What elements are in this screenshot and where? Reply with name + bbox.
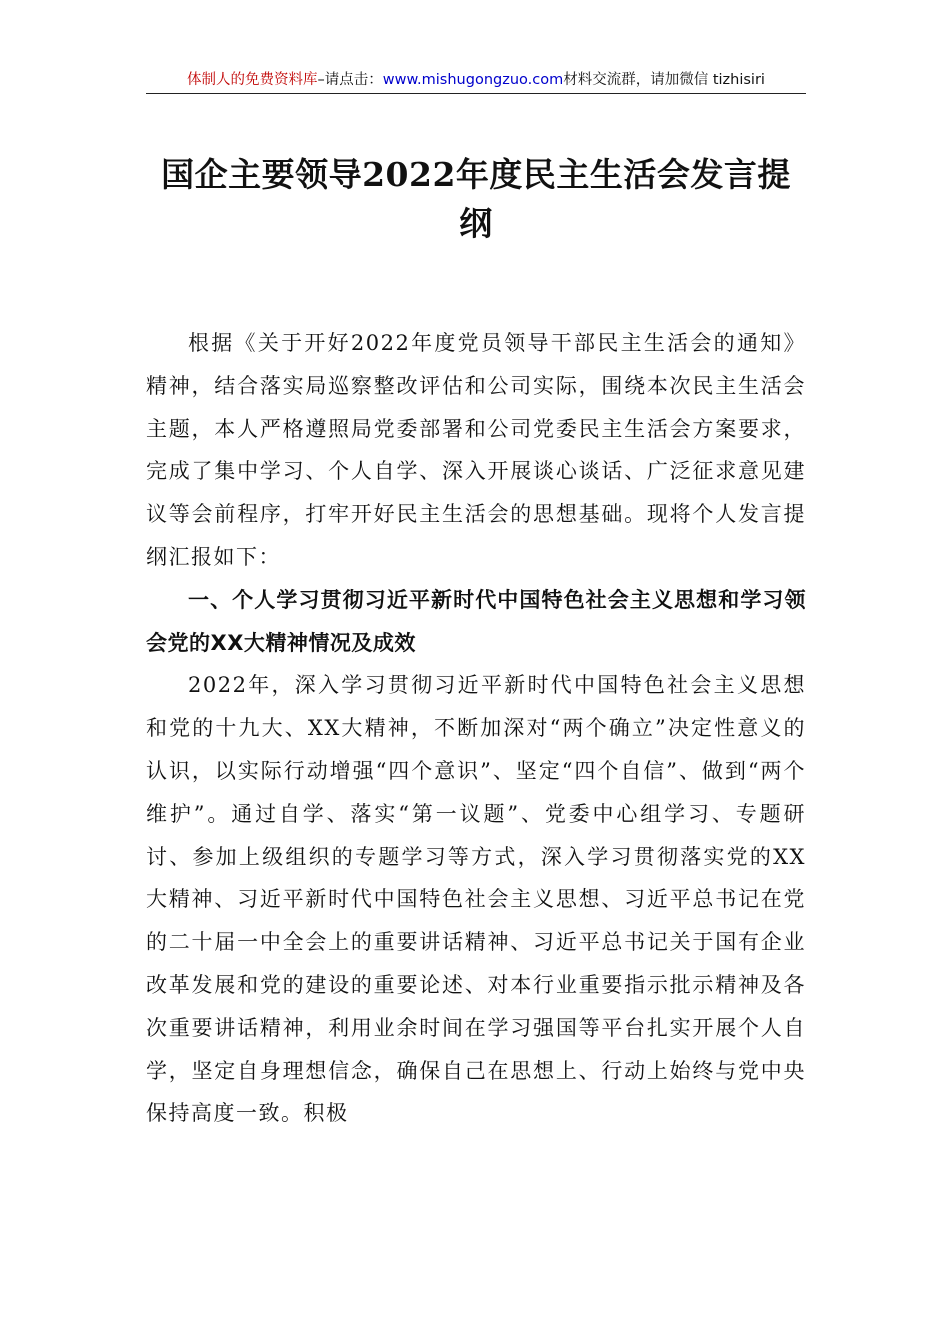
header-prompt: –请点击： (317, 72, 383, 88)
document-title: 国企主要领导2022年度民主生活会发言提纲 (161, 155, 791, 243)
header-library-name: 体制人的免费资料库 (187, 72, 318, 88)
header-contact: 材料交流群，请加微信 tizhisiri (563, 72, 765, 88)
document-body (146, 322, 806, 1135)
header-divider (146, 93, 806, 94)
intro-paragraph: 根据《关于开好2022年度党员领导干部民主生活会的通知》精神，结合落实局巡察整改评估和公司实际，围绕本次民主生活会主题，本人严格遵照局党委部署和公司党委民主生活会方案要求，完成了集中学习、个人自学、深入开展谈心谈话、广泛征求意见建议等会前程序，打牢开好民主生活会的思想基础。现将个人发言提纲汇报如下： (146, 331, 806, 569)
header-url-link[interactable]: www.mishugongzuo.com (382, 72, 564, 88)
section-1-paragraph: 2022年，深入学习贯彻习近平新时代中国特色社会主义思想和党的十九大、XX大精神，不断加深对“两个确立”决定性意义的认识，以实际行动增强“四个意识”、坚定“四个自信”、做到“两个维护”。通过自学、落实“第一议题”、党委中心组学习、专题研讨、参加上级组织的专题学习等方式，深入学习贯彻落实党的XX大精神、习近平新时代中国特色社会主义思想、习近平总书记在党的二十届一中全会上的重要讲话精神、习近平总书记关于国有企业改革发展和党的建设的重要论述、对本行业重要指示批示精神及各次重要讲话精神，利用业余时间在学习强国等平台扎实开展个人自学，坚定自身理想信念，确保自己在思想上、行动上始终与党中央保持高度一致。积极 (146, 673, 806, 1126)
page-header (146, 70, 806, 94)
section-1-heading: 一、个人学习贯彻习近平新时代中国特色社会主义思想和学习领会党的XX大精神情况及成效 (146, 587, 806, 655)
